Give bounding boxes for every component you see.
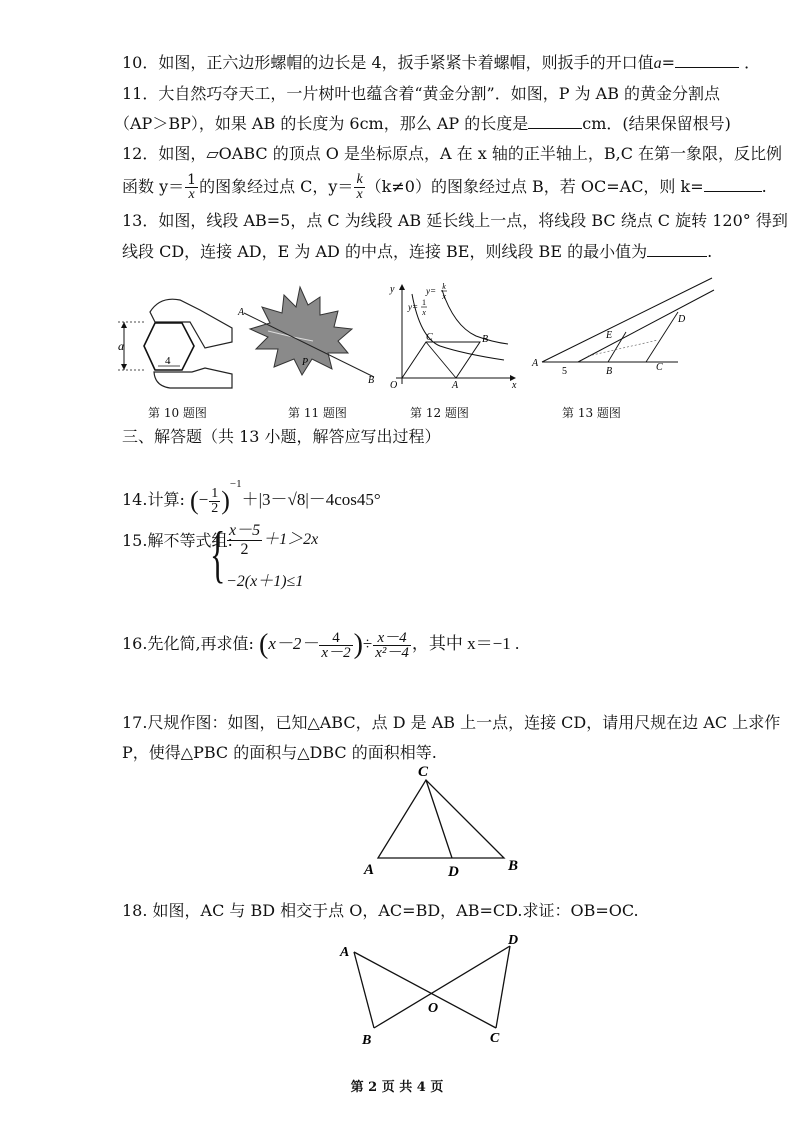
question-14 [122,464,381,521]
figure-12 [384,280,524,390]
label-B: B [606,366,613,377]
label-B: B [482,334,489,345]
question-16-expression: (x－2－ $\frac{4}{x-2}$ )÷ $\frac{x-4}{\text{x²－4}}$ ，其中 x＝−1 . [259,629,520,661]
label-side-4: 4 [165,355,171,367]
label-D: D [508,933,519,948]
question-13-line2 [122,241,712,263]
label-B: B [508,858,519,874]
inequality-2: −2(x＋1)≤1 [226,573,304,590]
fraction-1-over-x: $\frac{1}{x}$ [187,172,197,202]
page-number: 第 2 页 共 4 页 [350,1080,444,1095]
label-O: O [390,380,398,391]
question-10-equals: = [661,53,676,72]
caption-figure-12: 第 12 题图 [410,406,469,420]
label-C: C [418,764,429,780]
label-C: C [656,362,663,373]
question-12-text-c: （k≠0）的图象经过点 B，若 OC=AC，则 k= [365,177,704,196]
inequality-1: $\frac{x-5}{2}$ ＋1＞2x [229,522,319,558]
segment-CD [426,780,452,858]
auxiliary-line [578,290,714,362]
figure-10 [110,290,240,390]
label-A: A [452,380,459,391]
label-D: D [678,314,686,325]
question-13-line1: 13．如图，线段 AB=5，点 C 为线段 AB 延长线上一点，将线段 BC 绕点 C 旋转 120° 得到 [122,211,788,230]
label-A: A [238,307,245,318]
question-15-label: 15.解不等式组: [122,531,233,550]
question-11-line2 [114,113,731,135]
svg-text:x: x [422,308,426,317]
question-18-text: 18. 如图，AC 与 BD 相交于点 O，AC=BD，AB=CD.求证：OB=OC. [122,901,639,920]
segment-DC [496,946,510,1028]
segment-AC [354,952,496,1028]
question-17-line2: P，使得△PBC 的面积与△DBC 的面积相等. [122,743,437,762]
question-12-end: . [761,177,767,196]
question-12-line1: 12．如图，▱OABC 的顶点 O 是坐标原点，A 在 x 轴的正半轴上，B,C 在第一象限，反比例 [122,144,783,163]
label-B: B [362,1033,372,1048]
section-3-heading: 三、解答题（共 13 小题，解答应写出过程） [122,427,441,446]
question-10-end: ． [744,53,761,72]
label-E: E [606,330,613,341]
question-10-var: a [653,55,662,72]
question-16 [122,622,519,667]
question-11-line2-post: cm．(结果保留根号) [582,114,731,133]
triangle-ABC [378,780,504,858]
question-14-label: 14.计算: [122,490,185,509]
label-P: P [302,357,309,368]
question-10-text: 10．如图，正六边形螺帽的边长是 4，扳手紧紧卡着螺帽，则扳手的开口值 [122,53,654,72]
label-x: x [512,380,517,391]
question-12-text-a: 函数 y＝ [122,177,185,196]
label-D: D [448,864,459,880]
label-O: O [428,1001,439,1016]
svg-text:1: 1 [422,298,426,307]
label-A: A [340,945,350,960]
question-11-line2-pre: （AP＞BP），如果 AB 的长度为 6cm，那么 AP 的长度是 [114,114,529,133]
svg-text:y=: y= [408,302,419,312]
fraction-k-over-x: $\frac{k}{x}$ [356,172,363,202]
answer-blank-13[interactable] [647,242,707,257]
question-16-label: 16.先化简,再求值: [122,634,254,653]
wrench-lower-jaw [154,368,232,388]
brace: { [210,518,226,589]
question-14-expression: (− $\frac{1}{2}$ )$^{-1}$＋|3－√8|－4cos45° [189,478,381,516]
figure-13 [528,270,718,385]
segment-CD [646,312,678,362]
question-12-text-b: 的图象经过点 C，y＝ [199,177,354,196]
svg-text:y=: y= [426,286,437,296]
question-12-line2 [122,172,767,202]
answer-blank-10[interactable] [675,53,739,68]
svg-text:k: k [442,282,446,291]
caption-figure-10: 第 10 题图 [148,406,207,420]
question-17-line1: 17.尺规作图：如图，已知△ABC，点 D 是 AB 上一点，连接 CD，请用尺规在边 AC 上求作 [122,713,781,732]
caption-figure-11: 第 11 题图 [288,406,347,420]
label-C: C [426,332,433,343]
label-B: B [368,375,375,386]
label-A: A [364,862,375,878]
leaf-shape [250,287,352,375]
figure-17 [360,762,530,882]
label-y: y [390,284,395,295]
question-13-text: 线段 CD，连接 AD，E 为 AD 的中点，连接 BE，则线段 BE 的最小值为 [122,242,648,261]
question-10 [122,52,760,75]
segment-BD [374,946,510,1028]
curve-label-k-over-x [425,282,447,301]
label-C: C [490,1031,500,1046]
answer-blank-11[interactable] [528,114,582,129]
figure-18 [330,930,530,1050]
question-11-line1: 11．大自然巧夺天工，一片树叶也蕴含着“黄金分割”．如图，P 为 AB 的黄金分割点 [122,84,721,103]
segment-AD [542,278,712,362]
label-A: A [532,358,539,369]
caption-figure-13: 第 13 题图 [562,406,621,420]
figure-11 [238,285,378,385]
question-13-end: . [707,242,713,261]
label-a: a [118,339,124,353]
answer-blank-12[interactable] [704,177,762,192]
segment-AB [354,952,374,1028]
label-5: 5 [562,366,567,377]
svg-text:x: x [442,292,446,301]
curve-k-over-x [442,290,508,344]
